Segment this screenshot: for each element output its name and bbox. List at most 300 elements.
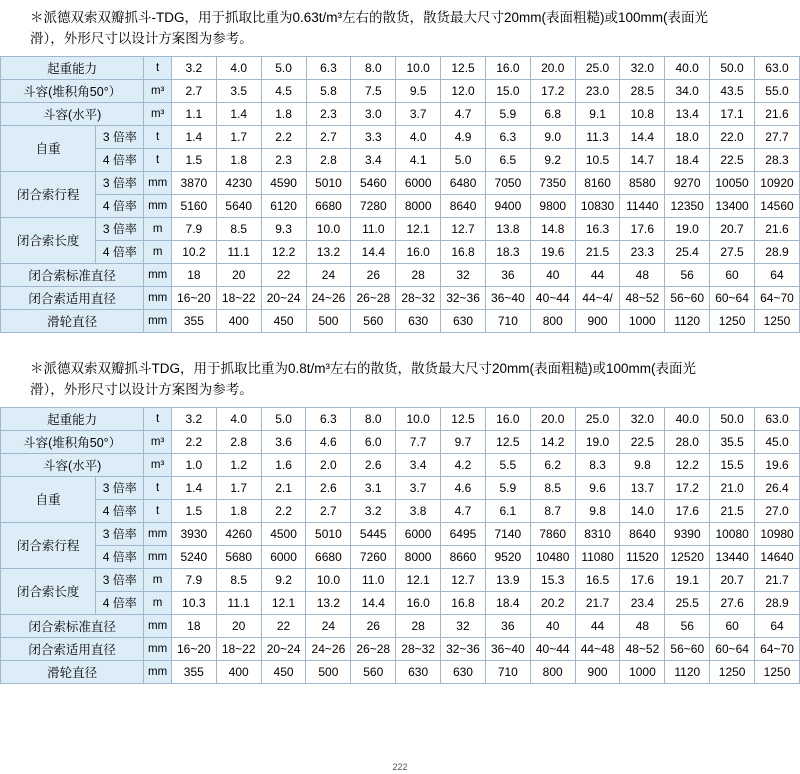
- table-cell: 10.5: [575, 148, 620, 171]
- table-cell: 630: [441, 660, 486, 683]
- table-cell: 1250: [710, 309, 755, 332]
- table-cell: 355: [171, 660, 216, 683]
- table-cell: 9.3: [261, 217, 306, 240]
- table-cell: 18.3: [485, 240, 530, 263]
- table-cell: 6495: [441, 522, 486, 545]
- row-label: 斗容(水平): [1, 453, 144, 476]
- table-cell: 14.2: [530, 430, 575, 453]
- table-cell: 40.0: [665, 56, 710, 79]
- table-cell: 7140: [485, 522, 530, 545]
- table-cell: 8160: [575, 171, 620, 194]
- table-cell: 7350: [530, 171, 575, 194]
- row-label: 滑轮直径: [1, 309, 144, 332]
- table-cell: 64~70: [755, 637, 800, 660]
- table-cell: 23.3: [620, 240, 665, 263]
- table-cell: 4.7: [441, 102, 486, 125]
- table-cell: 1.4: [171, 476, 216, 499]
- table-cell: 4.1: [396, 148, 441, 171]
- row-unit: mm: [144, 171, 172, 194]
- table-cell: 28: [396, 263, 441, 286]
- table-cell: 32~36: [441, 637, 486, 660]
- table-cell: 8000: [396, 545, 441, 568]
- row-unit: t: [144, 125, 172, 148]
- table-cell: 16~20: [171, 637, 216, 660]
- table-cell: 18: [171, 614, 216, 637]
- table-cell: 20: [216, 614, 261, 637]
- table-cell: 6.8: [530, 102, 575, 125]
- table-cell: 10920: [754, 171, 799, 194]
- table-cell: 18~22: [216, 286, 261, 309]
- table-cell: 4260: [216, 522, 261, 545]
- table-cell: 14.4: [351, 240, 396, 263]
- table-cell: 8.5: [216, 217, 261, 240]
- table-cell: 25.4: [665, 240, 710, 263]
- table-cell: 8.3: [575, 453, 620, 476]
- table-cell: 48~52: [620, 286, 665, 309]
- table-cell: 24~26: [306, 286, 351, 309]
- table-cell: 5460: [351, 171, 396, 194]
- table-cell: 8640: [441, 194, 486, 217]
- table-cell: 13400: [710, 194, 755, 217]
- table-cell: 1.5: [171, 148, 216, 171]
- table-cell: 3.2: [351, 499, 396, 522]
- table-cell: 5445: [351, 522, 396, 545]
- table-cell: 20~24: [261, 637, 306, 660]
- table-cell: 5240: [171, 545, 216, 568]
- table-cell: 4590: [261, 171, 306, 194]
- row-unit: t: [144, 148, 172, 171]
- row-unit: m: [144, 591, 172, 614]
- row-unit: m: [144, 568, 172, 591]
- table-cell: 3.4: [396, 453, 441, 476]
- table-cell: 1000: [620, 309, 665, 332]
- row-sublabel: 4 倍率: [96, 194, 144, 217]
- table-cell: 5010: [306, 522, 351, 545]
- table-row: [1, 240, 800, 263]
- table-cell: 3.4: [351, 148, 396, 171]
- table-row: [1, 568, 800, 591]
- table-cell: 2.7: [306, 499, 351, 522]
- table-cell: 25.0: [575, 407, 620, 430]
- table-cell: 3.7: [396, 476, 441, 499]
- row-sublabel: 3 倍率: [96, 568, 144, 591]
- table-cell: 28~32: [396, 637, 441, 660]
- row-label: 滑轮直径: [1, 660, 144, 683]
- table-cell: 900: [575, 660, 620, 683]
- table-cell: 9.7: [441, 430, 486, 453]
- table-cell: 20~24: [261, 286, 306, 309]
- table-cell: 450: [261, 660, 306, 683]
- table-cell: 5.9: [485, 476, 530, 499]
- row-unit: m³: [144, 430, 172, 453]
- table-cell: 21.6: [754, 102, 799, 125]
- table-cell: 4.5: [261, 79, 306, 102]
- table-cell: 25.0: [575, 56, 620, 79]
- table-cell: 1.8: [261, 102, 306, 125]
- table-cell: 5.8: [306, 79, 351, 102]
- table-cell: 35.5: [710, 430, 755, 453]
- table-cell: 11.3: [575, 125, 620, 148]
- table-cell: 56~60: [665, 286, 710, 309]
- table-cell: 3.6: [261, 430, 306, 453]
- row-unit: mm: [144, 545, 172, 568]
- table-cell: 5010: [306, 171, 351, 194]
- table-cell: 4.6: [441, 476, 486, 499]
- table-cell: 20: [216, 263, 261, 286]
- table-cell: 10.2: [171, 240, 216, 263]
- table-cell: 60~64: [710, 637, 755, 660]
- table-cell: 26.4: [755, 476, 800, 499]
- table-cell: 21.6: [754, 217, 799, 240]
- table-cell: 1.4: [171, 125, 216, 148]
- table-cell: 36~40: [485, 637, 530, 660]
- table-cell: 17.2: [530, 79, 575, 102]
- table-cell: 60: [710, 263, 755, 286]
- table-cell: 17.6: [665, 499, 710, 522]
- table-cell: 16.3: [575, 217, 620, 240]
- table-cell: 60: [710, 614, 755, 637]
- table-cell: 800: [530, 660, 575, 683]
- table-cell: 630: [396, 309, 441, 332]
- table-cell: 11520: [620, 545, 665, 568]
- table-cell: 50.0: [710, 407, 755, 430]
- spec-table-1: [0, 56, 800, 333]
- table-cell: 9800: [530, 194, 575, 217]
- table-cell: 1.2: [216, 453, 261, 476]
- table-cell: 500: [306, 660, 351, 683]
- page-number: 222: [392, 762, 408, 772]
- table-cell: 400: [216, 309, 261, 332]
- table-row: [1, 79, 800, 102]
- row-unit: m: [144, 240, 172, 263]
- table-cell: 8.7: [530, 499, 575, 522]
- table-cell: 40~44: [530, 637, 575, 660]
- table-cell: 9.0: [530, 125, 575, 148]
- row-unit: mm: [144, 263, 172, 286]
- table-cell: 14560: [754, 194, 799, 217]
- table-cell: 3930: [171, 522, 216, 545]
- table-cell: 26: [351, 614, 396, 637]
- spec-table-2-body: [1, 407, 800, 683]
- table-cell: 8310: [575, 522, 620, 545]
- table-cell: 56~60: [665, 637, 710, 660]
- table-row: [1, 614, 800, 637]
- row-sublabel: 4 倍率: [96, 148, 144, 171]
- table-cell: 32: [441, 263, 486, 286]
- row-label: 斗容(堆积角50°）: [1, 79, 144, 102]
- table-cell: 11.1: [216, 591, 261, 614]
- table-cell: 7.9: [171, 568, 216, 591]
- row-label: 自重: [1, 476, 96, 522]
- table-cell: 10.0: [306, 217, 351, 240]
- spec-table-2: [0, 407, 800, 684]
- table-cell: 8660: [441, 545, 486, 568]
- table-cell: 2.7: [171, 79, 216, 102]
- table-cell: 11.0: [351, 217, 396, 240]
- row-label: 闭合索标准直径: [1, 614, 144, 637]
- table-cell: 10.8: [620, 102, 665, 125]
- table-cell: 22.5: [710, 148, 755, 171]
- table-cell: 8580: [620, 171, 665, 194]
- table-cell: 7860: [530, 522, 575, 545]
- table-cell: 1.8: [216, 499, 261, 522]
- row-sublabel: 3 倍率: [96, 522, 144, 545]
- table-row: [1, 56, 800, 79]
- table-cell: 18~22: [216, 637, 261, 660]
- table-cell: 28~32: [396, 286, 441, 309]
- row-unit: t: [144, 476, 172, 499]
- table-cell: 4.6: [306, 430, 351, 453]
- section-2-intro: [30, 359, 774, 401]
- table-cell: 20.0: [530, 407, 575, 430]
- table-cell: 10980: [755, 522, 800, 545]
- table-cell: 27.6: [710, 591, 755, 614]
- table-cell: 7280: [351, 194, 396, 217]
- table-cell: 19.6: [755, 453, 800, 476]
- section-spacer: [0, 333, 800, 351]
- table-cell: 6680: [306, 545, 351, 568]
- table-cell: 14.0: [620, 499, 665, 522]
- table-cell: 2.6: [351, 453, 396, 476]
- table-cell: 21.5: [710, 499, 755, 522]
- table-cell: 11080: [575, 545, 620, 568]
- row-unit: t: [144, 407, 172, 430]
- table-cell: 18.4: [485, 591, 530, 614]
- table-cell: 5.0: [441, 148, 486, 171]
- table-cell: 12.2: [261, 240, 306, 263]
- table-cell: 5.0: [261, 407, 306, 430]
- table-cell: 15.5: [710, 453, 755, 476]
- table-cell: 23.4: [620, 591, 665, 614]
- table-cell: 1250: [710, 660, 755, 683]
- table-cell: 9.1: [575, 102, 620, 125]
- table-cell: 32: [441, 614, 486, 637]
- table-cell: 48: [620, 263, 665, 286]
- table-cell: 8.5: [530, 476, 575, 499]
- table-cell: 22: [261, 263, 306, 286]
- table-row: [1, 171, 800, 194]
- table-cell: 5680: [216, 545, 261, 568]
- table-cell: 36: [485, 263, 530, 286]
- section-1-intro-line2: 滑），外形尺寸以设计方案图为参考。: [30, 30, 253, 46]
- section-1-intro: [30, 8, 774, 50]
- table-cell: 630: [441, 309, 486, 332]
- table-cell: 63.0: [754, 56, 799, 79]
- table-cell: 10.0: [306, 568, 351, 591]
- table-cell: 6680: [306, 194, 351, 217]
- table-cell: 45.0: [755, 430, 800, 453]
- row-sublabel: 4 倍率: [96, 545, 144, 568]
- table-row: [1, 309, 800, 332]
- table-cell: 56: [665, 614, 710, 637]
- table-cell: 6.5: [485, 148, 530, 171]
- table-cell: 355: [171, 309, 216, 332]
- table-cell: 2.7: [306, 125, 351, 148]
- table-cell: 10.0: [396, 407, 441, 430]
- table-cell: 24: [306, 263, 351, 286]
- table-cell: 27.7: [754, 125, 799, 148]
- table-cell: 12.1: [396, 568, 441, 591]
- section-2-table-wrapper: [0, 407, 800, 684]
- table-cell: 6000: [396, 171, 441, 194]
- row-label: 闭合索适用直径: [1, 286, 144, 309]
- table-cell: 15.0: [485, 79, 530, 102]
- table-cell: 36: [485, 614, 530, 637]
- table-cell: 16.8: [441, 591, 486, 614]
- table-cell: 6.0: [351, 430, 396, 453]
- row-label: 闭合索长度: [1, 568, 96, 614]
- table-cell: 1.5: [171, 499, 216, 522]
- table-cell: 20.7: [710, 568, 755, 591]
- table-cell: 11440: [620, 194, 665, 217]
- table-cell: 16.0: [485, 407, 530, 430]
- spec-table-1-body: [1, 56, 800, 332]
- table-cell: 6120: [261, 194, 306, 217]
- table-cell: 2.2: [171, 430, 216, 453]
- table-cell: 4.9: [441, 125, 486, 148]
- table-cell: 3.1: [351, 476, 396, 499]
- section-1-table-wrapper: [0, 56, 800, 333]
- table-row: [1, 545, 800, 568]
- table-row: [1, 591, 800, 614]
- table-cell: 12350: [665, 194, 710, 217]
- table-cell: 17.1: [710, 102, 755, 125]
- row-sublabel: 3 倍率: [96, 171, 144, 194]
- table-cell: 50.0: [710, 56, 755, 79]
- table-cell: 10080: [710, 522, 755, 545]
- table-cell: 1.0: [171, 453, 216, 476]
- table-cell: 28: [396, 614, 441, 637]
- row-unit: mm: [144, 194, 172, 217]
- table-cell: 1.7: [216, 125, 261, 148]
- section-2-intro-line2: 滑），外形尺寸以设计方案图为参考。: [30, 381, 253, 397]
- row-unit: m³: [144, 79, 172, 102]
- row-unit: t: [144, 56, 172, 79]
- table-cell: 3.5: [216, 79, 261, 102]
- table-cell: 7.5: [351, 79, 396, 102]
- table-cell: 560: [351, 660, 396, 683]
- table-cell: 2.1: [261, 476, 306, 499]
- table-cell: 13.2: [306, 591, 351, 614]
- table-cell: 9400: [485, 194, 530, 217]
- table-row: [1, 148, 800, 171]
- table-cell: 2.0: [306, 453, 351, 476]
- table-cell: 10050: [710, 171, 755, 194]
- table-cell: 44: [575, 614, 620, 637]
- table-cell: 4.0: [216, 407, 261, 430]
- table-cell: 3.8: [396, 499, 441, 522]
- table-cell: 22.5: [620, 430, 665, 453]
- table-row: [1, 194, 800, 217]
- table-cell: 21.7: [755, 568, 800, 591]
- row-sublabel: 4 倍率: [96, 591, 144, 614]
- table-cell: 8.0: [351, 56, 396, 79]
- table-cell: 20.2: [530, 591, 575, 614]
- row-unit: m³: [144, 453, 172, 476]
- table-cell: 16.5: [575, 568, 620, 591]
- table-cell: 11.0: [351, 568, 396, 591]
- row-label: 斗容(水平): [1, 102, 144, 125]
- table-cell: 19.6: [530, 240, 575, 263]
- table-cell: 17.6: [620, 568, 665, 591]
- table-cell: 4.0: [216, 56, 261, 79]
- table-cell: 710: [485, 309, 530, 332]
- table-cell: 9.8: [575, 499, 620, 522]
- table-row: [1, 499, 800, 522]
- table-cell: 18: [171, 263, 216, 286]
- table-cell: 4230: [216, 171, 261, 194]
- table-cell: 3.2: [171, 407, 216, 430]
- table-cell: 60~64: [710, 286, 755, 309]
- table-cell: 34.0: [665, 79, 710, 102]
- table-cell: 12.5: [441, 407, 486, 430]
- table-cell: 13440: [710, 545, 755, 568]
- table-cell: 12.5: [485, 430, 530, 453]
- table-cell: 3.7: [396, 102, 441, 125]
- row-unit: mm: [144, 309, 172, 332]
- table-cell: 7.9: [171, 217, 216, 240]
- table-cell: 16.8: [441, 240, 486, 263]
- row-sublabel: 4 倍率: [96, 499, 144, 522]
- table-cell: 20.0: [530, 56, 575, 79]
- table-cell: 21.5: [575, 240, 620, 263]
- table-cell: 28.3: [754, 148, 799, 171]
- table-cell: 7050: [485, 171, 530, 194]
- table-cell: 10.0: [396, 56, 441, 79]
- table-cell: 1250: [755, 660, 800, 683]
- table-cell: 18.0: [665, 125, 710, 148]
- row-unit: mm: [144, 614, 172, 637]
- table-cell: 2.8: [216, 430, 261, 453]
- table-row: [1, 102, 800, 125]
- row-label: 闭合索长度: [1, 217, 96, 263]
- table-cell: 12.0: [441, 79, 486, 102]
- table-cell: 2.8: [306, 148, 351, 171]
- table-cell: 40.0: [665, 407, 710, 430]
- table-cell: 55.0: [754, 79, 799, 102]
- table-cell: 40: [530, 263, 575, 286]
- table-cell: 27.0: [755, 499, 800, 522]
- table-cell: 25.5: [665, 591, 710, 614]
- table-cell: 12.2: [665, 453, 710, 476]
- table-cell: 22.0: [710, 125, 755, 148]
- table-cell: 27.5: [710, 240, 755, 263]
- table-cell: 36~40: [485, 286, 530, 309]
- row-unit: mm: [144, 286, 172, 309]
- table-cell: 6.3: [306, 407, 351, 430]
- document-page: [0, 8, 800, 772]
- row-unit: mm: [144, 637, 172, 660]
- row-label: 闭合索行程: [1, 522, 96, 568]
- table-cell: 1250: [754, 309, 799, 332]
- table-cell: 12.5: [441, 56, 486, 79]
- table-cell: 12.7: [441, 568, 486, 591]
- table-cell: 64~70: [754, 286, 799, 309]
- table-cell: 8000: [396, 194, 441, 217]
- table-cell: 9520: [485, 545, 530, 568]
- table-cell: 21.0: [710, 476, 755, 499]
- table-cell: 1.4: [216, 102, 261, 125]
- table-cell: 64: [754, 263, 799, 286]
- table-cell: 500: [306, 309, 351, 332]
- table-cell: 15.3: [530, 568, 575, 591]
- table-cell: 6.1: [485, 499, 530, 522]
- table-cell: 3.2: [171, 56, 216, 79]
- table-cell: 21.7: [575, 591, 620, 614]
- table-cell: 9.2: [530, 148, 575, 171]
- table-cell: 2.2: [261, 125, 306, 148]
- table-cell: 6.2: [530, 453, 575, 476]
